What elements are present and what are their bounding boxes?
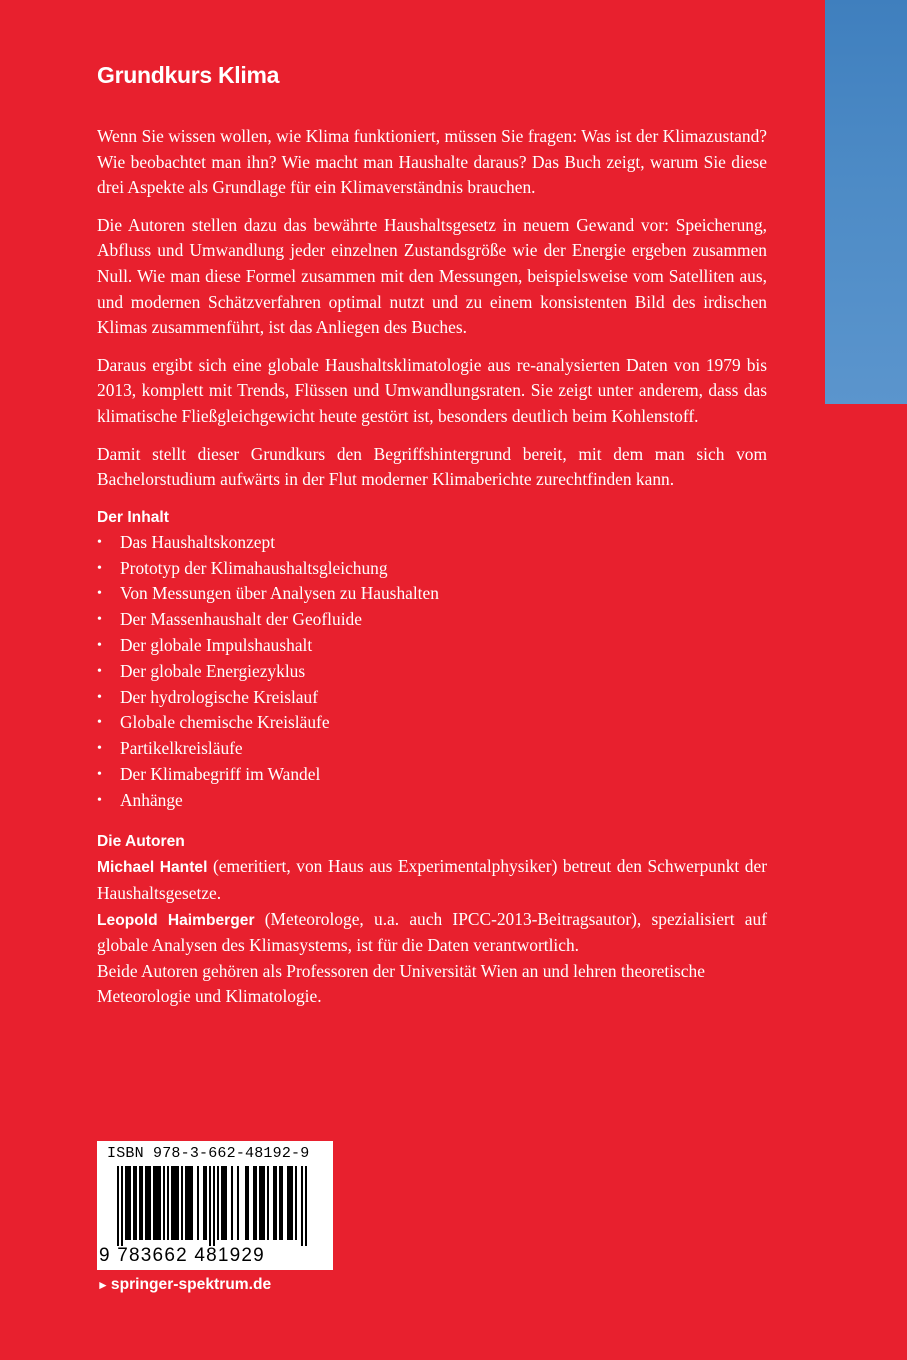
barcode-bar	[153, 1166, 155, 1240]
contents-item: • Der Klimabegriff im Wandel	[97, 762, 767, 788]
barcode-bar	[253, 1166, 255, 1240]
description-paragraph-2: Die Autoren stellen dazu das bewährte Haushaltsgesetz in neuem Gewand vor: Speicherung, Abfluss und Umwandlung jeder einzelnen Zustandsgröße wie der Energie ergeben zusammen Null. Wie man diese Formel zusammen mit den Messungen, beispielsweise vom Satelliten aus, und modernen Schätzverfahren optimal nutzt und zu einem konsistenten Bild des irdischen Klimas zusammenführt, ist das Anliegen des Buches.	[97, 214, 767, 338]
ean-digits: 9 783662 481929	[99, 1245, 265, 1266]
bullet-icon: •	[97, 586, 102, 602]
authors-closing: Beide Autoren gehören als Professoren der Universität Wien an und lehren theoretische Meteorologie und Klimatologie.	[97, 960, 705, 1007]
arrow-right-icon: ►	[97, 1278, 109, 1292]
barcode-bar	[163, 1166, 165, 1240]
isbn-label: ISBN 978-3-662-48192-9	[107, 1145, 310, 1162]
barcode-bar	[171, 1166, 173, 1240]
bullet-icon: •	[97, 792, 102, 808]
barcode-bar	[197, 1166, 199, 1240]
contents-item: • Partikelkreisläufe	[97, 736, 767, 762]
barcode-bar	[221, 1166, 223, 1240]
author-1-name: Michael Hantel	[97, 859, 208, 877]
barcode-bar	[177, 1166, 179, 1240]
website-url: springer-spektrum.de	[110, 1276, 272, 1293]
barcode-bar	[301, 1166, 303, 1246]
bullet-icon: •	[97, 689, 102, 705]
barcode-bar	[205, 1166, 207, 1240]
barcode-bar	[155, 1166, 157, 1240]
barcode-bar	[267, 1166, 269, 1240]
barcode-bar	[187, 1166, 189, 1240]
bullet-icon: •	[97, 741, 102, 757]
barcode-bar	[255, 1166, 257, 1240]
isbn-barcode	[97, 1141, 333, 1270]
barcode-bar	[141, 1166, 143, 1240]
barcode-bar	[223, 1166, 225, 1240]
contents-list	[97, 530, 767, 814]
author-2-bio	[97, 907, 767, 959]
barcode-bar	[125, 1166, 127, 1240]
description-paragraph-1: Wenn Sie wissen wollen, wie Klima funktioniert, müssen Sie fragen: Was ist der Klimazustand? Wie beobachtet man ihn? Wie macht man Haushalte daraus? Das Buch zeigt, warum Sie diese drei Aspekte als Grundlage für ein Klimaverständnis brauchen.	[97, 126, 767, 198]
barcode-bar	[203, 1166, 205, 1240]
book-title: Grundkurs Klima	[97, 62, 280, 88]
barcode-bar	[289, 1166, 291, 1240]
barcode-bar	[175, 1166, 177, 1240]
barcode-bar	[117, 1166, 119, 1246]
barcode-bar	[135, 1166, 137, 1240]
blue-accent-strip	[825, 0, 907, 404]
contents-item: • Der Massenhaushalt der Geofluide	[97, 607, 767, 633]
barcode-bar	[275, 1166, 277, 1240]
author-1-bio	[97, 854, 767, 906]
bullet-icon: •	[97, 612, 102, 628]
barcode-bar	[263, 1166, 265, 1240]
contents-item: • Der hydrologische Kreislauf	[97, 685, 767, 711]
barcode-bar	[129, 1166, 131, 1240]
bullet-icon: •	[97, 560, 102, 576]
barcode-bar	[149, 1166, 151, 1240]
barcode-bar	[173, 1166, 175, 1240]
barcode-bar	[213, 1166, 215, 1246]
barcode-bar	[217, 1166, 219, 1240]
bullet-icon: •	[97, 715, 102, 731]
barcode-bar	[147, 1166, 149, 1240]
contents-item: • Der globale Impulshaushalt	[97, 633, 767, 659]
barcode-bar	[185, 1166, 187, 1240]
contents-item: • Globale chemische Kreisläufe	[97, 710, 767, 736]
author-2-name: Leopold Haimberger	[97, 911, 255, 929]
barcode-bar	[209, 1166, 211, 1246]
barcode-bar	[237, 1166, 239, 1240]
author-2-description: (Meteorologe, u.a. auch IPCC-2013-Beitragsautor), spezialisiert auf globale Analysen des Klimasystems, ist für die Daten verantwortlich.	[97, 908, 767, 956]
barcode-bars	[105, 1166, 325, 1246]
barcode-bar	[189, 1166, 191, 1240]
barcode-bar	[159, 1166, 161, 1240]
bullet-icon: •	[97, 534, 102, 550]
barcode-bar	[127, 1166, 129, 1240]
author-1-description: (emeritiert, von Haus aus Experimentalphysiker) betreut den Schwerpunkt der Haushaltsgesetze.	[97, 856, 767, 904]
contents-item: • Von Messungen über Analysen zu Haushalten	[97, 581, 767, 607]
barcode-bar	[279, 1166, 281, 1240]
bullet-icon: •	[97, 663, 102, 679]
bullet-icon: •	[97, 766, 102, 782]
contents-heading: Der Inhalt	[97, 508, 169, 526]
barcode-bar	[261, 1166, 263, 1240]
barcode-bar	[157, 1166, 159, 1240]
barcode-bar	[167, 1166, 169, 1240]
barcode-bar	[291, 1166, 293, 1240]
barcode-bar	[191, 1166, 193, 1240]
barcode-bar	[231, 1166, 233, 1240]
barcode-bar	[225, 1166, 227, 1240]
barcode-bar	[305, 1166, 307, 1246]
barcode-bar	[181, 1166, 183, 1240]
barcode-bar	[295, 1166, 297, 1240]
barcode-bar	[273, 1166, 275, 1240]
contents-item: • Das Haushaltskonzept	[97, 530, 767, 556]
back-cover-content	[97, 60, 767, 1010]
contents-item: • Prototyp der Klimahaushaltsgleichung	[97, 556, 767, 582]
barcode-bar	[281, 1166, 283, 1240]
barcode-bar	[287, 1166, 289, 1240]
barcode-bar	[121, 1166, 123, 1246]
description-paragraph-3: Daraus ergibt sich eine globale Haushaltsklimatologie aus re-analysierten Daten von 1979 bis 2013, komplett mit Trends, Flüssen und Umwandlungsraten. Sie zeigt unter anderem, dass das klimatische Fließgleichgewicht heute gestört ist, besonders deutlich beim Kohlenstoff.	[97, 354, 767, 426]
contents-item: • Der globale Energiezyklus	[97, 659, 767, 685]
barcode-bar	[139, 1166, 141, 1240]
barcode-bar	[259, 1166, 261, 1240]
publisher-link[interactable]	[97, 1274, 271, 1296]
authors-heading: Die Autoren	[97, 833, 185, 851]
contents-item: • Anhänge	[97, 788, 767, 814]
bullet-icon: •	[97, 637, 102, 653]
barcode-bar	[245, 1166, 247, 1240]
barcode-bar	[133, 1166, 135, 1240]
barcode-bar	[145, 1166, 147, 1240]
description-paragraph-4: Damit stellt dieser Grundkurs den Begriffshintergrund bereit, mit dem man sich vom Bachelorstudium aufwärts in der Flut moderner Klimaberichte zurechtfinden kann.	[97, 443, 767, 490]
barcode-bar	[247, 1166, 249, 1240]
